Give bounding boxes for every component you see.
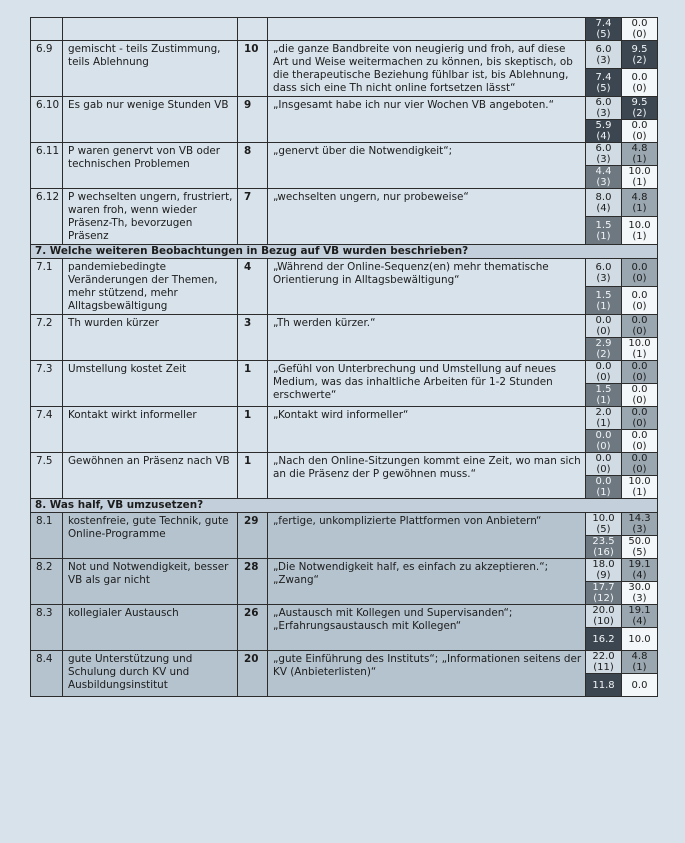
value-count: (0) [632,464,647,475]
value-percent: 6.0 [595,43,612,55]
value-cell [586,430,622,453]
item-count: 26 [238,605,268,651]
value-percent: 18.0 [592,559,615,570]
value-cell [622,315,658,338]
item-quote: „Nach den Online-Sitzungen kommt eine Zeit, wo man sich an die Präsenz der P gewöhnen muss.“ [268,453,586,499]
value-percent: 4.8 [631,651,648,662]
value-cell [622,259,658,287]
item-quote: „Austausch mit Kollegen und Supervisanden“; „Erfahrungsaustausch mit Kollegen“ [268,605,586,651]
value-count: (3) [596,54,611,66]
value-percent: 9.5 [631,97,648,108]
value-count: (3) [632,524,647,535]
value-cell [622,605,658,628]
table-row [31,513,658,536]
value-count: (1) [632,230,647,242]
value-percent: 0.0 [631,407,648,418]
section-title: 7. Welche weiteren Beobachtungen in Bezug auf VB wurden beschrieben? [31,245,658,259]
value-percent: 0.0 [595,476,612,487]
item-count: 1 [238,361,268,407]
value-percent: 0.0 [631,679,648,691]
item-quote: „Insgesamt habe ich nur vier Wochen VB angeboten.“ [268,97,586,143]
table-row [31,315,658,338]
table-row [31,97,658,120]
value-percent: 22.0 [592,651,615,662]
item-category: Kontakt wirkt informeller [63,407,238,453]
value-count: (0) [632,326,647,337]
value-cell [622,582,658,605]
value-count: (0) [632,82,647,94]
table-row [31,453,658,476]
value-cell [622,628,658,651]
value-percent: 30.0 [628,582,651,593]
value-cell [622,453,658,476]
value-count: (1) [632,662,647,673]
value-count: (1) [632,487,647,498]
value-count: (0) [596,326,611,337]
value-count: (2) [632,54,647,66]
value-cell: 0.0 (0) [622,18,658,41]
value-percent: 23.5 [592,536,615,547]
value-count: (1) [632,177,647,188]
value-count: (4) [596,131,611,142]
value-count: (0) [596,464,611,475]
item-count: 20 [238,651,268,697]
value-count: (2) [596,349,611,360]
item-quote: „Kontakt wird informeller“ [268,407,586,453]
value-cell [586,217,622,245]
value-cell [622,287,658,315]
item-quote: „Gefühl von Unterbrechung und Umstellung auf neues Medium, was das inhaltliche Arbeiten für 1-2 Stunden erschwerte“ [268,361,586,407]
value-cell [622,189,658,217]
value-count: (1) [632,349,647,360]
value-cell [586,536,622,559]
value-cell [586,674,622,697]
item-count: 1 [238,453,268,499]
item-number: 8.3 [31,605,63,651]
value-cell [622,513,658,536]
results-table-panel [30,17,657,697]
value-percent: 0.0 [631,384,648,395]
value-cell [586,166,622,189]
value-percent: 16.2 [592,633,615,645]
value-cell [622,361,658,384]
value-cell [586,120,622,143]
value-percent: 10.0 [628,476,651,487]
table-row [31,605,658,628]
value-cell [622,384,658,407]
item-category: Th wurden kürzer [63,315,238,361]
value-count: (1) [596,230,611,242]
value-count: (0) [632,441,647,452]
table-row [31,361,658,384]
results-table [30,17,658,697]
value-count: (11) [593,662,614,673]
value-percent: 17.7 [592,582,615,593]
value-percent: 0.0 [631,289,648,301]
item-category: P waren genervt von VB oder technischen Problemen [63,143,238,189]
value-count: (4) [632,570,647,581]
value-cell [586,651,622,674]
value-count: (3) [596,108,611,119]
value-cell [622,97,658,120]
item-category: P wechselten ungern, frustriert, waren froh, wenn wieder Präsenz-Th, bevorzugen Präsenz [63,189,238,245]
value-count: (1) [632,202,647,214]
value-percent: 0.0 [631,430,648,441]
value-percent: 10.0 [628,338,651,349]
item-quote: „gute Einführung des Instituts“; „Informationen seitens der KV (Anbieterlisten)“ [268,651,586,697]
value-cell [586,69,622,97]
value-count: (3) [596,177,611,188]
value-percent: 0.0 [595,361,612,372]
value-cell [586,315,622,338]
value-cell [586,453,622,476]
value-cell [586,361,622,384]
value-cell [622,559,658,582]
value-percent: 0.0 [595,430,612,441]
item-number: 7.2 [31,315,63,361]
item-category: Gewöhnen an Präsenz nach VB [63,453,238,499]
value-count: (9) [596,570,611,581]
value-count: (0) [632,300,647,312]
value-count: (1) [596,395,611,406]
item-number: 8.4 [31,651,63,697]
value-cell [586,287,622,315]
item-number: 8.2 [31,559,63,605]
value-cell [622,69,658,97]
item-category: Umstellung kostet Zeit [63,361,238,407]
item-quote: „genervt über die Notwendigkeit“; [268,143,586,189]
item-number: 7.4 [31,407,63,453]
value-percent: 0.0 [631,71,648,83]
value-count: (0) [632,395,647,406]
value-count: (0) [632,372,647,383]
value-percent: 11.8 [592,679,615,691]
value-count: (16) [593,547,614,558]
value-count: (0) [596,372,611,383]
value-count: (0) [632,272,647,284]
value-cell [622,430,658,453]
item-count: 3 [238,315,268,361]
value-percent: 2.0 [595,407,612,418]
value-percent: 0.0 [595,315,612,326]
section-row [31,499,658,513]
item-quote: „die ganze Bandbreite von neugierig und froh, auf diese Art und Weise weitermachen zu können, bis skeptisch, ob die therapeutische Beziehung fühlbar ist, bis Ablehnung, dass sich eine Th nicht online fortsetzen lässt“ [268,41,586,97]
value-cell [586,259,622,287]
item-number: 7.3 [31,361,63,407]
value-cell [586,143,622,166]
value-percent: 1.5 [595,219,612,231]
item-number: 6.12 [31,189,63,245]
table-row [31,559,658,582]
value-count: (1) [596,300,611,312]
table-row [31,651,658,674]
value-count: (5) [632,547,647,558]
value-percent: 8.0 [595,191,612,203]
value-cell [622,143,658,166]
value-cell [586,559,622,582]
item-category: Not und Notwendigkeit, besser VB als gar nicht [63,559,238,605]
value-percent: 4.8 [631,143,648,154]
value-cell [586,407,622,430]
value-cell [586,605,622,628]
value-percent: 19.1 [628,559,651,570]
value-cell [586,476,622,499]
value-percent: 6.0 [595,143,612,154]
value-percent: 0.0 [631,361,648,372]
value-percent: 5.9 [595,120,612,131]
section-row [31,245,658,259]
quote-cell [268,18,586,41]
item-quote: „Während der Online-Sequenz(en) mehr thematische Orientierung in Alltagsbewältigung“ [268,259,586,315]
item-count: 8 [238,143,268,189]
value-count: (5) [596,524,611,535]
item-count: 10 [238,41,268,97]
value-cell [622,536,658,559]
table-row [31,143,658,166]
table-row [31,18,658,41]
value-cell [622,166,658,189]
value-percent: 14.3 [628,513,651,524]
item-count: 29 [238,513,268,559]
value-percent: 4.4 [595,166,612,177]
item-quote: „Die Notwendigkeit half, es einfach zu akzeptieren.“; „Zwang“ [268,559,586,605]
value-count: (0) [632,418,647,429]
value-cell [622,217,658,245]
number-cell [31,18,63,41]
value-cell [586,338,622,361]
value-count: (3) [596,154,611,165]
value-cell [622,120,658,143]
item-count: 9 [238,97,268,143]
value-percent: 0.0 [631,453,648,464]
value-percent: 0.0 [595,453,612,464]
value-count: (3) [632,593,647,604]
value-cell [622,476,658,499]
value-percent: 6.0 [595,97,612,108]
value-percent: 20.0 [592,605,615,616]
value-percent: 0.0 [631,315,648,326]
item-number: 7.5 [31,453,63,499]
value-count: (2) [632,108,647,119]
item-count: 1 [238,407,268,453]
value-percent: 50.0 [628,536,651,547]
value-count: (10) [593,616,614,627]
value-cell [586,41,622,69]
value-count: (3) [596,272,611,284]
value-percent: 7.4 [595,71,612,83]
item-number: 6.10 [31,97,63,143]
value-percent: 10.0 [628,166,651,177]
value-count: (1) [596,418,611,429]
value-count: (0) [632,131,647,142]
value-percent: 19.1 [628,605,651,616]
value-count: (0) [596,441,611,452]
value-percent: 1.5 [595,384,612,395]
table-body [31,18,658,697]
item-number: 7.1 [31,259,63,315]
value-percent: 2.9 [595,338,612,349]
value-cell [586,628,622,651]
table-row [31,407,658,430]
item-category: kostenfreie, gute Technik, gute Online-Programme [63,513,238,559]
item-category: Es gab nur wenige Stunden VB [63,97,238,143]
item-number: 6.11 [31,143,63,189]
item-category: gute Unterstützung und Schulung durch KV und Ausbildungsinstitut [63,651,238,697]
value-percent: 0.0 [631,120,648,131]
value-percent: 1.5 [595,289,612,301]
item-quote: „Th werden kürzer.“ [268,315,586,361]
value-cell [622,674,658,697]
value-percent: 10.0 [628,633,651,645]
value-cell [586,582,622,605]
item-number: 8.1 [31,513,63,559]
value-count: (1) [596,487,611,498]
item-count: 28 [238,559,268,605]
item-category: gemischt - teils Zustimmung, teils Ablehnung [63,41,238,97]
value-percent: 6.0 [595,261,612,273]
value-percent: 10.0 [592,513,615,524]
table-row [31,41,658,69]
value-percent: 4.8 [631,191,648,203]
item-count: 4 [238,259,268,315]
value-cell [586,513,622,536]
value-cell [622,338,658,361]
count-cell [238,18,268,41]
value-cell: 7.4 (5) [586,18,622,41]
value-cell [622,651,658,674]
section-title: 8. Was half, VB umzusetzen? [31,499,658,513]
value-percent: 9.5 [631,43,648,55]
item-category: pandemiebedingte Veränderungen der Themen, mehr stützend, mehr Alltagsbewältigung [63,259,238,315]
value-percent: 10.0 [628,219,651,231]
value-cell [586,384,622,407]
value-percent: 0.0 [631,261,648,273]
value-count: (4) [596,202,611,214]
value-count: (1) [632,154,647,165]
value-count: (5) [596,82,611,94]
item-quote: „wechselten ungern, nur probeweise“ [268,189,586,245]
table-row [31,259,658,287]
item-quote: „fertige, unkomplizierte Plattformen von Anbietern“ [268,513,586,559]
table-row [31,189,658,217]
item-category: kollegialer Austausch [63,605,238,651]
category-cell [63,18,238,41]
item-count: 7 [238,189,268,245]
value-cell [586,189,622,217]
item-number: 6.9 [31,41,63,97]
value-cell [622,41,658,69]
value-cell [622,407,658,430]
value-count: (4) [632,616,647,627]
value-cell [586,97,622,120]
value-count: (12) [593,593,614,604]
